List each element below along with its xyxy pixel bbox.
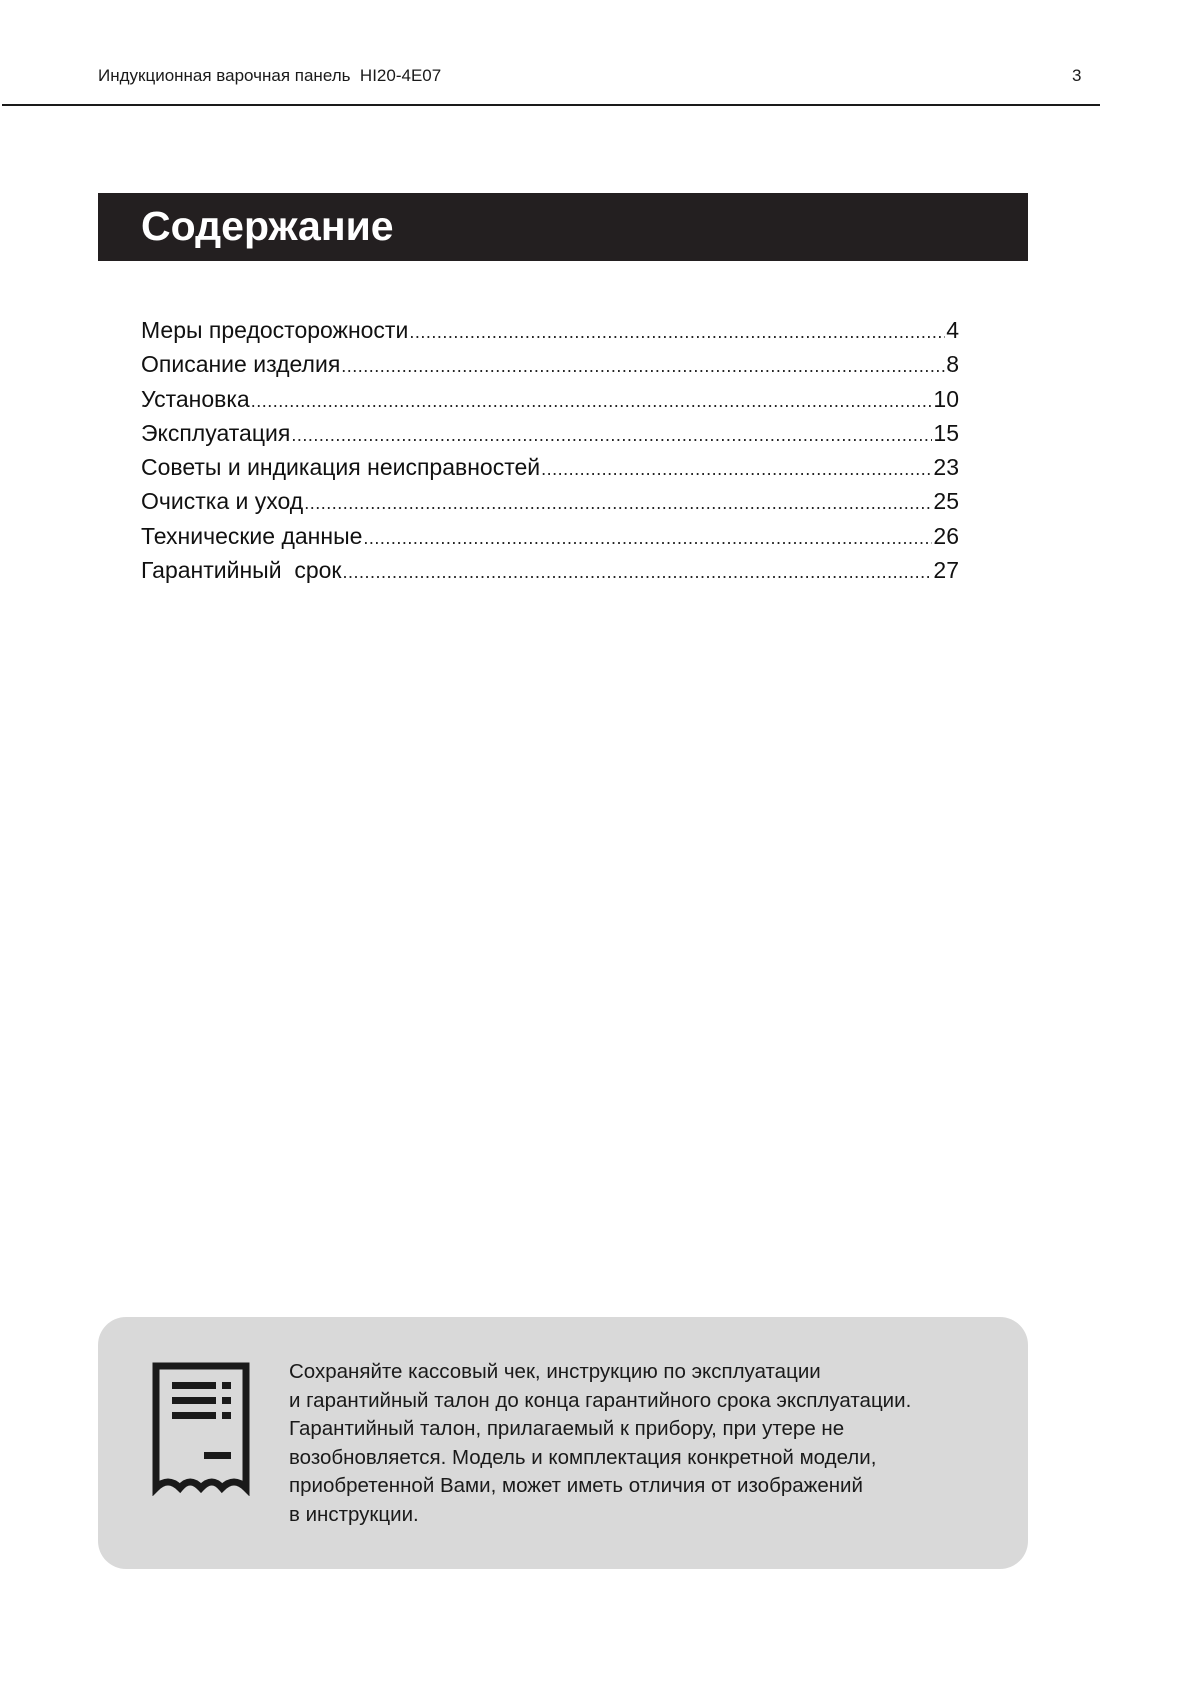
toc-entry-label: Описание изделия [141,351,341,378]
toc-entry-label: Очистка и уход [141,488,304,515]
toc-entry-label: Советы и индикация неисправностей [141,454,541,481]
toc-dot-leader [304,486,932,520]
toc-entry-page: 23 [933,454,959,481]
document-title: Индукционная варочная панель HI20-4E07 [98,66,442,85]
toc-entry-page: 15 [933,419,959,446]
toc-entry-page: 10 [933,385,959,412]
toc-dot-leader [541,452,932,486]
notice-line: Сохраняйте кассовый чек, инструкцию по эксплуатации [289,1360,821,1383]
toc-entry-label: Гарантийный срок [141,557,342,584]
warranty-notice-text [289,1358,1009,1530]
page-number: 3 [1072,66,1082,85]
toc-entry-label: Технические данные [141,522,363,549]
toc-entry-page: 4 [946,317,959,343]
header-divider [2,104,1100,106]
toc-entry-warranty-period[interactable] [141,553,959,587]
toc-entry-troubleshooting[interactable] [141,450,959,484]
toc-entry-page: 27 [933,557,959,584]
page-title: Содержание [141,203,394,249]
toc-dot-leader [251,384,933,418]
toc-entry-label: Эксплуатация [141,419,291,446]
notice-line: возобновляется. Модель и комплектация конкретной модели, [289,1445,877,1469]
notice-line: приобретенной Вами, может иметь отличия от изображений [289,1474,863,1498]
table-of-contents [141,313,959,587]
notice-line: и гарантийный талон до конца гарантийного срока эксплуатации. [289,1388,912,1412]
toc-entry-label: Меры предосторожности [141,317,409,343]
toc-heading-banner [98,193,1028,261]
toc-entry-page: 25 [933,488,959,515]
receipt-icon [152,1362,250,1496]
toc-entry-safety-precautions[interactable] [141,313,959,347]
toc-dot-leader [342,555,932,589]
toc-entry-operation[interactable] [141,416,959,450]
toc-dot-leader [341,349,945,383]
toc-entry-page: 26 [933,522,959,549]
toc-entry-technical-data[interactable] [141,519,959,553]
toc-entry-cleaning-and-care[interactable] [141,484,959,518]
notice-line: Гарантийный талон, прилагаемый к прибору, при утере не [289,1417,845,1441]
toc-dot-leader [409,315,945,349]
warranty-notice-box [98,1317,1028,1569]
toc-entry-product-description[interactable] [141,347,959,381]
toc-entry-installation[interactable] [141,382,959,416]
notice-line: в инструкции. [289,1502,419,1526]
toc-entry-label: Установка [141,385,250,412]
toc-dot-leader [291,418,932,452]
toc-dot-leader [363,521,932,555]
toc-entry-page: 8 [946,351,959,378]
